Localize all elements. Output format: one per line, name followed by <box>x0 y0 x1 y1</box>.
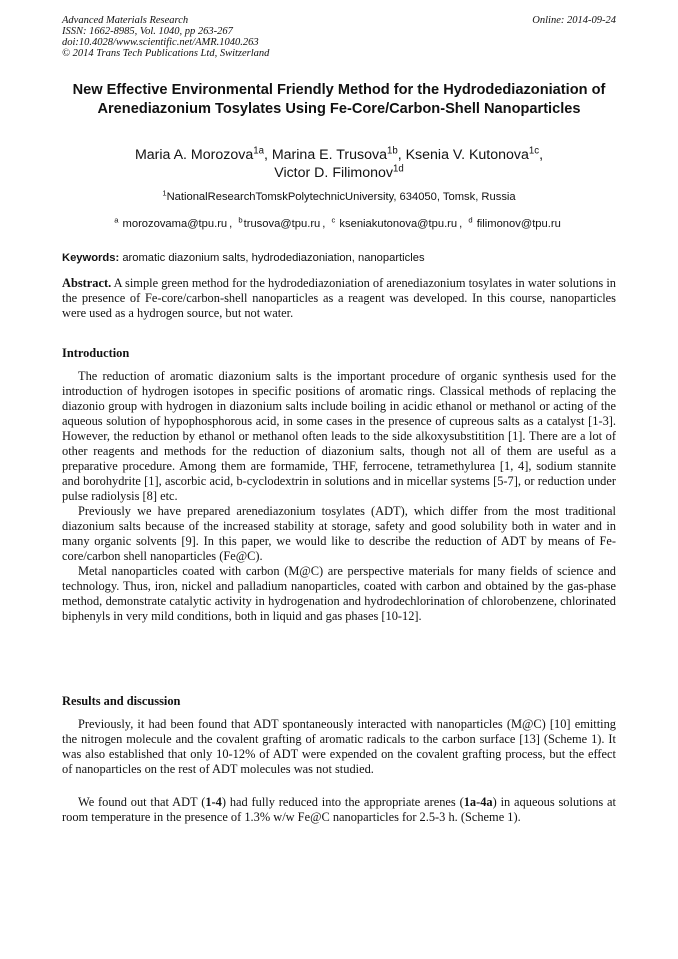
intro-paragraph: The reduction of aromatic diazonium salts is the important procedure of organic synthesis used for the introduction of hydrogen isotopes in specific positions of aromatic rings. Classical methods of replacing the diazonio group with hydrogen in diazonium salts include boiling in acidic ethanol or methanol or acting of the aqueous solution of hypophosphorous acid, in some cases in the presence of cupreous salts as a catalyst [1-3]. However, the reduction by ethanol or methanol often leads to the side alkoxysubstitition [1]. There are a lot of other reagents and methods for the reduction of diazonium salts, though not all of them are useful as a preparative procedure. Among them are formamide, THF, ferrocene, tetramethylurea [1, 4], sodium stannite and borohydrite [1], ascorbic acid, b-cyclodextrin in solutions and in micellar systems [5-7], or reduction under pulse radiolysis [8] etc. <box>62 369 616 503</box>
author: Maria A. Morozova$^{1a}$, <box>134 145 272 163</box>
email[interactable]: $^d$ filimonov@tpu.ru <box>468 215 561 230</box>
results-body <box>62 717 616 777</box>
keywords <box>62 251 616 266</box>
email[interactable]: $^b$trusova@tpu.ru , <box>238 215 326 230</box>
doi-line: doi:10.4028/www.scientific.net/AMR.1040.263 <box>62 37 259 48</box>
author: Victor D. Filimonov$^{1d}$ <box>274 163 404 181</box>
section-heading-introduction: Introduction <box>62 346 130 360</box>
paper-title: New Effective Environmental Friendly Method for the Hydrodediazoniation of Arenediazonium Tosylates Using Fe-Core/Carbon-Shell Nanoparticles <box>72 82 606 117</box>
email[interactable]: $^a$ morozovama@tpu.ru , <box>114 215 233 230</box>
results-paragraph: Previously, it had been found that ADT spontaneously interacted with nanoparticles (M@C) [10] emitting the nitrogen molecule and the covalent grafting of aromatic radicals to the carbon surface [13] (Scheme 1). It was also established that only 10-12% of ADT were expended on the covalent grafting process, but the effect of nanoparticles on the rest of ADT molecules was not studied. <box>62 717 616 776</box>
copyright-line: © 2014 Trans Tech Publications Ltd, Switzerland <box>62 48 270 59</box>
journal-name: Advanced Materials Research <box>62 15 189 26</box>
intro-paragraph: Metal nanoparticles coated with carbon (M@C) are perspective materials for many fields of science and technology. Thus, iron, nickel and palladium nanoparticles, coated with carbon and obtained by the gas-phase method, demonstrate catalytic activity in hydrogenation and hydrodechlorination of chlorobenzene, chlorinated biphenyls in very mild conditions, both in liquid and gas phases [10-12]. <box>62 564 616 623</box>
issn-line: ISSN: 1662-8985, Vol. 1040, pp 263-267 <box>62 26 233 37</box>
intro-paragraph: Previously we have prepared arenediazonium tosylates (ADT), which differ from the most traditional diazonium salts because of the increased stability at storage, safety and good solubility both in water and in many organic solvents [9]. In this paper, we would like to describe the reduction of ADT by means of Fe-core/carbon shell nanoparticles (Fe@C). <box>62 504 616 563</box>
abstract-label: Abstract. <box>62 276 112 290</box>
abstract-text: A simple green method for the hydrodediazoniation of arenediazonium tosylates in water solutions in the presence of Fe-core/carbon-shell nanoparticles as a reagent was developed. In this course, nanoparticles were used as a hydrogen source, but not water. <box>62 276 616 320</box>
results-body-2 <box>62 795 616 825</box>
affiliation: $^1$NationalResearchTomskPolytechnicUniversity, 634050, Tomsk, Russia <box>162 188 516 203</box>
keywords-label: Keywords: <box>62 252 120 264</box>
online-date: Online: 2014-09-24 <box>532 15 616 26</box>
author-list <box>70 146 608 182</box>
introduction-body <box>62 369 616 624</box>
section-heading-results: Results and discussion <box>62 694 181 708</box>
running-header <box>62 15 616 59</box>
results-paragraph: We found out that ADT (1-4) had fully reduced into the appropriate arenes (1a-4a) in aqueous solutions at room temperature in the presence of 1.3% w/w Fe@C nanoparticles for 2.5-3 h. (Scheme 1). <box>62 795 617 824</box>
keywords-text: aromatic diazonium salts, hydrodediazoniation, nanoparticles <box>122 252 425 264</box>
abstract <box>62 276 616 321</box>
author: Ksenia V. Kutonova$^{1c}$, <box>405 145 544 163</box>
email-list <box>60 217 618 232</box>
author: Marina E. Trusova$^{1b}$, <box>271 145 406 163</box>
email[interactable]: $^c$ kseniakutonova@tpu.ru , <box>331 215 463 230</box>
